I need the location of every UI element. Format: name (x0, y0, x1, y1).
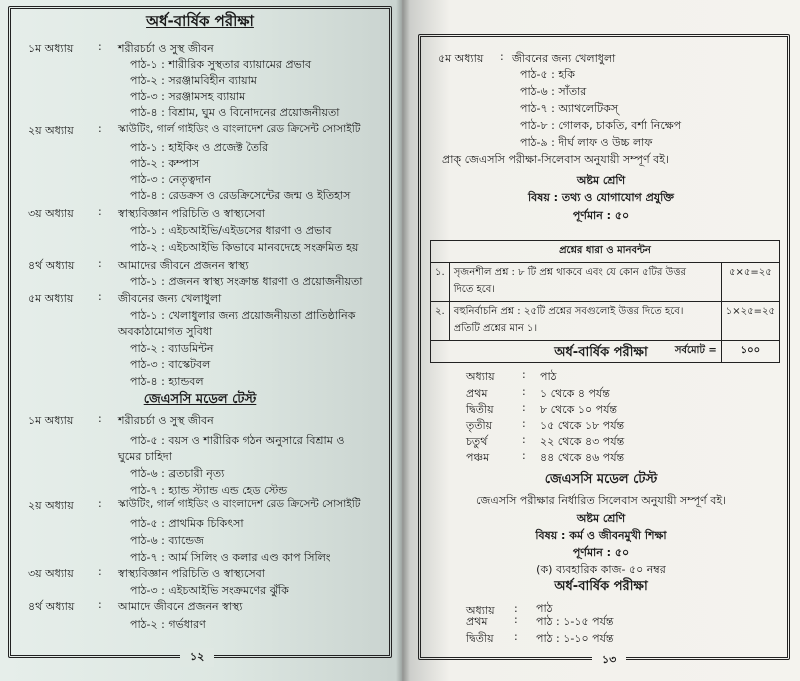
bottom-col1: দ্বিতীয় (466, 632, 494, 645)
chapter-name: শরীরচর্চা ও সুস্থ জীবন (118, 42, 214, 55)
dist-ordinal: প্রথম (466, 387, 488, 400)
page-number: ১৩ (592, 651, 626, 670)
dist-range: ১৫ থেকে ১৮ পর্যন্ত (540, 419, 625, 432)
row-text-line: প্রতিটি প্রশ্নের মান ১। (453, 323, 538, 334)
table-row (431, 263, 780, 302)
lesson-item: পাঠ-৬ : ব্রতচারী নৃত্য (130, 467, 225, 480)
chapter-label: ১ম অধ্যায় (28, 414, 74, 427)
row-text-line: দিতে হবে। (453, 284, 495, 295)
colon: : (522, 401, 526, 414)
chapter-name: স্কাউটিং, গার্ল গাইডিং ও বাংলাদেশ রেড ক্রিসেন্ট সোসাইটি (118, 123, 361, 135)
bottom-col1: প্রথম (466, 615, 488, 628)
practical-label: (ক) ব্যবহারিক কাজ- ৫০ নম্বর (536, 563, 666, 576)
bottom-col2: পাঠ : ১-১৫ পর্যন্ত (536, 615, 614, 628)
chapter-name: আমাদের জীবনে প্রজনন স্বাস্থ্য (118, 259, 249, 272)
bottom-sep: : (514, 630, 518, 643)
lesson-item: পাঠ-৩ : সরঞ্জামসহ ব্যায়াম (130, 90, 246, 103)
colon: : (98, 40, 102, 53)
chapter-name: জীবনের জন্য খেলাধুলা (118, 292, 222, 305)
dist-range: ২২ থেকে ৪৩ পর্যন্ত (540, 435, 625, 448)
lesson-item: পাঠ-৯ : দীর্ঘ লাফ ও উচ্চ লাফ (520, 136, 653, 149)
lesson-item: পাঠ-৪ : বিশ্রাম, ঘুম ও বিনোদনের প্রয়োজনীয়তা (130, 106, 340, 119)
chapter-name: শরীরচর্চা ও সুস্থ জীবন (118, 414, 214, 427)
chapter-label: ২য় অধ্যায় (28, 124, 74, 137)
dist-header-col2: পাঠ (540, 370, 557, 383)
row-text-line: বহুনির্বাচনি প্রশ্ন : ২৫টি প্রশ্নের সবগুলোই উত্তর দিতে হবে। (453, 306, 684, 317)
lesson-item: পাঠ-২ : এইচআইভি কিভাবে মানবদেহে সংক্রমিত হয় (130, 241, 359, 254)
bottom-col2: পাঠ (536, 602, 553, 615)
bottom-sep: : (514, 602, 518, 615)
bottom-col1: অধ্যায় (466, 604, 495, 617)
model-note: জেএসসি পরীক্ষার নির্ধারিত সিলেবাস অনুযায়ী সম্পূর্ণ বই। (476, 494, 726, 507)
lesson-item: পাঠ-৬ : সাঁতার (520, 85, 587, 98)
total-value: ১০০ (721, 341, 779, 363)
colon: : (522, 433, 526, 446)
lesson-item: পাঠ-৫ : বয়স ও শারীরিক গঠন অনুসারে বিশ্রাম ও (130, 434, 345, 447)
colon: : (98, 497, 102, 510)
colon: : (98, 290, 102, 303)
dist-ordinal: চতুর্থ (466, 435, 488, 448)
colon: : (98, 598, 102, 611)
lesson-item: পাঠ-১ : এইচআইভি/এইডসের ধারণা ও প্রভাব (130, 224, 332, 237)
lesson-item: পাঠ-৩ : নেতৃত্বদান (130, 173, 211, 186)
row-marks: ৫×৫=২৫ (721, 263, 779, 302)
lesson-item: পাঠ-৭ : আর্ম সিলিং ও কলার এণ্ড কাপ সিলিং (130, 551, 331, 564)
colon: : (98, 122, 102, 135)
chapter-name: স্বাস্থ্যবিজ্ঞান পরিচিতি ও স্বাস্থ্যসেবা (118, 567, 265, 580)
bottom-col2: পাঠ : ১-১০ পর্যন্ত (536, 632, 614, 645)
colon: : (98, 257, 102, 270)
row-text (449, 263, 721, 302)
chapter-label: ৩য় অধ্যায় (28, 207, 74, 220)
dist-range: ১ থেকে ৪ পর্যন্ত (540, 387, 610, 400)
colon: : (98, 565, 102, 578)
lesson-item: পাঠ-১ : প্রজনন স্বাস্থ্য সংক্রান্ত ধারণা ও প্রয়োজনীয়তা (130, 275, 363, 288)
lesson-item: পাঠ-৫ : হকি (520, 68, 575, 81)
lesson-item: পাঠ-৪ : রেডক্রস ও রেডক্রিসেন্টের জন্ম ও ইতিহাস (130, 189, 351, 202)
row-text (449, 302, 721, 341)
section-title: অর্ধ-বার্ষিক পরীক্ষা (554, 579, 648, 594)
lesson-item: পাঠ-৩ : এইচআইভি সংক্রমণের ঝুঁকি (130, 584, 289, 597)
lesson-item: পাঠ-১ : শারীরিক সুস্থতার ব্যায়ামের প্রভাব (130, 58, 312, 71)
class-label: অষ্টম শ্রেণি (576, 174, 626, 187)
row-text-line: সৃজনশীল প্রশ্ন : ৮ টি প্রশ্ন থাকবে এবং যে কোন ৫টির উত্তর (453, 267, 687, 278)
row-marks: ১×২৫=২৫ (721, 302, 779, 341)
colon: : (522, 449, 526, 462)
chapter-label: ৫ম অধ্যায় (438, 52, 484, 65)
subject-label: বিষয় : তথ্য ও যোগাযোগ প্রযুক্তি (528, 191, 674, 204)
note-text: প্রাক্ জেএসসি পরীক্ষা-সিলেবাস অনুযায়ী সম্পূর্ণ বই। (442, 153, 669, 166)
dist-range: ৮ থেকে ১০ পর্যন্ত (540, 403, 618, 416)
lesson-item: পাঠ-১ : খেলাধুলার জন্য প্রয়োজনীয়তা প্রাতিষ্ঠানিক (130, 309, 356, 322)
lesson-item: ঘুমের চাহিদা (118, 450, 172, 463)
colon: : (98, 412, 102, 425)
lesson-item: পাঠ-৮ : গোলক, চাকতি, বর্শা নিক্ষেপ (520, 119, 682, 132)
dist-header-col1: অধ্যায় (466, 370, 495, 383)
dist-ordinal: তৃতীয় (466, 419, 493, 432)
section-title: জেএসসি মডেল টেস্ট (544, 472, 658, 487)
chapter-name: স্কাউটিং, গার্ল গাইডিং ও বাংলাদেশ রেড ক্রিসেন্ট সোসাইটি (118, 498, 361, 510)
lesson-item: পাঠ-৪ : হ্যান্ডবল (130, 375, 204, 388)
section-title: অর্ধ-বার্ষিক পরীক্ষা (554, 345, 648, 360)
colon: : (98, 205, 102, 218)
table-header: প্রশ্নের ধারা ও মানবন্টন (431, 241, 780, 263)
chapter-name: আমাদে জীবনে প্রজনন স্বাস্থ্য (118, 600, 243, 613)
total-label: সর্বমোট = (431, 341, 722, 363)
dist-range: ৪৪ থেকে ৪৬ পর্যন্ত (540, 451, 625, 464)
dist-ordinal: পঞ্চম (466, 451, 490, 464)
book-gutter (396, 0, 410, 681)
chapter-label: ৪র্থ অধ্যায় (28, 259, 75, 272)
colon: : (522, 417, 526, 430)
full-marks: পূর্ণমান : ৫০ (572, 546, 630, 559)
chapter-label: ৫ম অধ্যায় (28, 292, 74, 305)
dist-header-sep: : (522, 368, 526, 381)
dist-ordinal: দ্বিতীয় (466, 403, 494, 416)
lesson-item: পাঠ-৩ : বাস্কেটবল (130, 358, 211, 371)
lesson-item: পাঠ-৫ : প্রাথমিক চিকিৎসা (130, 517, 244, 530)
lesson-item: পাঠ-১ : হাইকিং ও প্রজেক্ট তৈরি (130, 141, 269, 154)
full-marks: পূর্ণমান : ৫০ (572, 209, 630, 222)
lesson-item: পাঠ-২ : গর্ভধারণ (130, 618, 206, 631)
page-title: অর্ধ-বার্ষিক পরীক্ষা (146, 12, 254, 30)
row-number: ১. (431, 263, 450, 302)
lesson-item: পাঠ-৭ : হ্যান্ড স্ট্যান্ড এন্ড হেড স্টেন্ড (130, 484, 288, 497)
lesson-item: পাঠ-২ : ব্যাডমিন্টন (130, 342, 214, 355)
lesson-item: পাঠ-৭ : অ্যাথলেটিকস্ (520, 102, 619, 115)
subject-label: বিষয় : কর্ম ও জীবনমুখী শিক্ষা (535, 529, 667, 542)
page-number: ১২ (180, 648, 214, 667)
table-row (431, 302, 780, 341)
chapter-label: ৪র্থ অধ্যায় (28, 600, 75, 613)
right-page (402, 0, 800, 681)
bottom-sep: : (514, 613, 518, 626)
colon: : (522, 385, 526, 398)
chapter-label: ১ম অধ্যায় (28, 42, 74, 55)
chapter-name: জীবনের জন্য খেলাধুলা (512, 52, 616, 65)
class-label: অষ্টম শ্রেণি (576, 512, 626, 525)
lesson-item: অবকাঠামোগত সুবিধা (118, 325, 213, 338)
section-title: জেএসসি মডেল টেস্ট (143, 392, 257, 407)
chapter-label: ৩য় অধ্যায় (28, 567, 74, 580)
colon: : (500, 50, 504, 63)
lesson-item: পাঠ-২ : কম্পাস (130, 157, 200, 170)
chapter-name: স্বাস্থ্যবিজ্ঞান পরিচিতি ও স্বাস্থ্যসেবা (118, 207, 265, 220)
lesson-item: পাঠ-৬ : ব্যান্ডেজ (130, 534, 204, 547)
row-number: ২. (431, 302, 450, 341)
lesson-item: পাঠ-২ : সরঞ্জামবিহীন ব্যায়াম (130, 74, 257, 87)
chapter-label: ২য় অধ্যায় (28, 499, 74, 512)
